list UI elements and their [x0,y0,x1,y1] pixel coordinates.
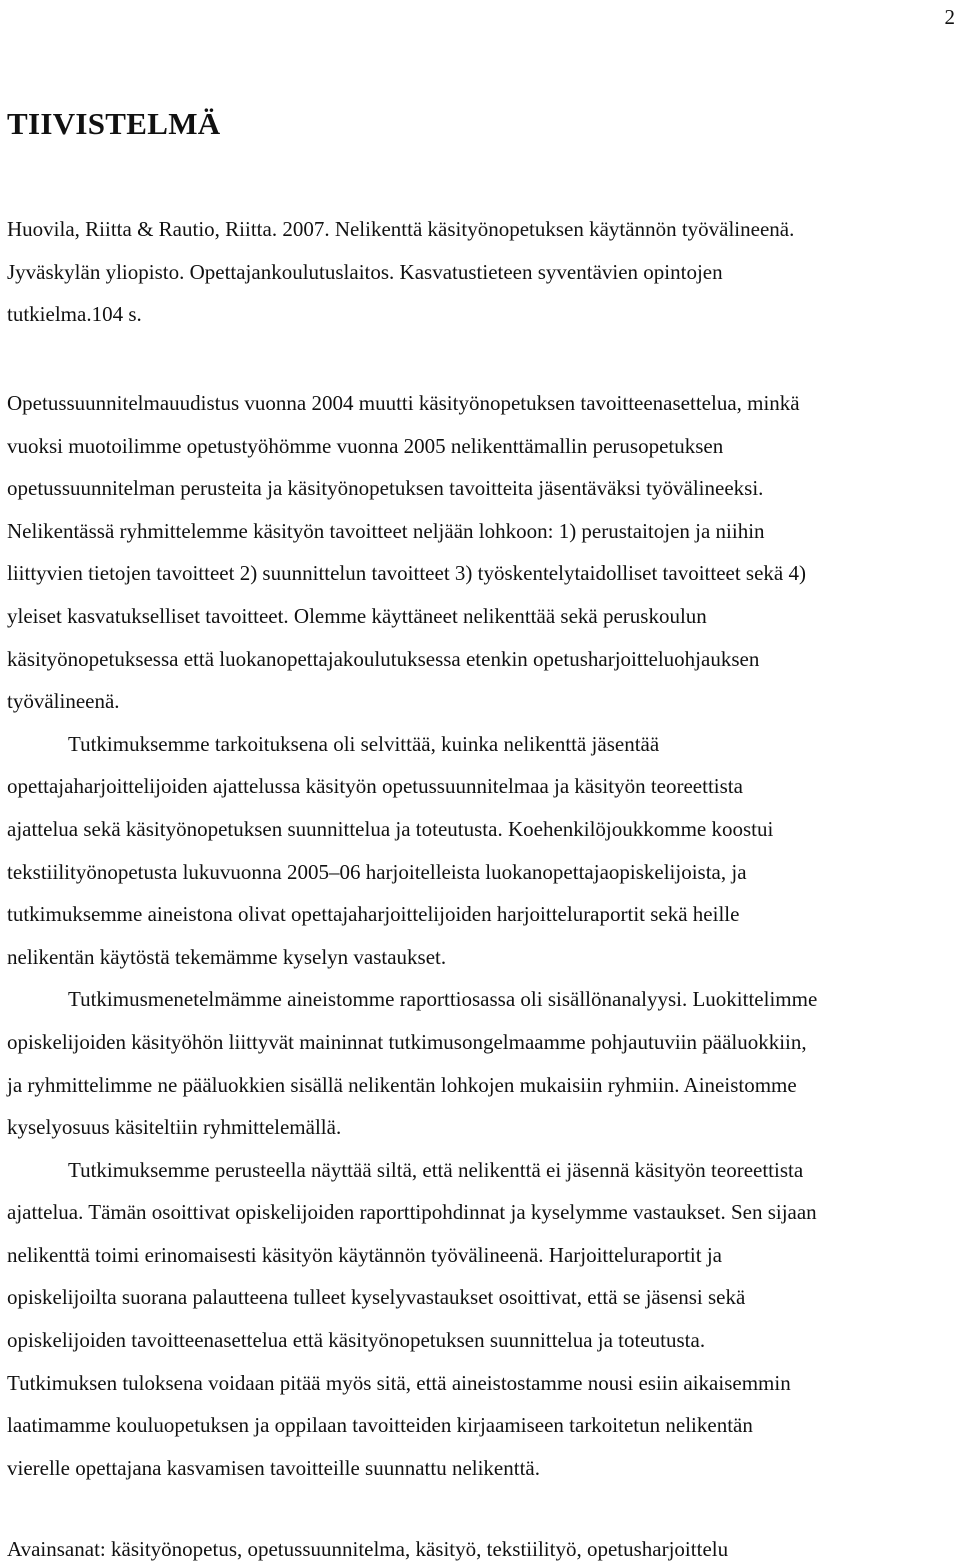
citation-line: Huovila, Riitta & Rautio, Riitta. 2007. Nelikenttä käsityönopetuksen käytännön työvälineenä. [7,217,795,241]
abstract-body [7,382,959,1489]
abstract-line: Tutkimusmenetelmämme aineistomme raporttiosassa oli sisällönanalyysi. Luokittelimme [68,987,818,1012]
abstract-line: laatimamme kouluopetuksen ja oppilaan tavoitteiden kirjaamiseen tarkoitetun nelikentän [7,1413,753,1438]
citation-line: Jyväskylän yliopisto. Opettajankoulutuslaitos. Kasvatustieteen syventävien opintojen [7,259,723,284]
abstract-line: opiskelijoilta suorana palautteena tulleet kyselyvastaukset osoittivat, että se jäsensi sekä [7,1285,746,1310]
abstract-line: opiskelijoiden tavoitteenasettelua että käsityönopetuksen suunnittelua ja toteutusta. [7,1328,706,1353]
abstract-line: opetussuunnitelman perusteita ja käsityönopetuksen tavoitteita jäsentäväksi työvälineeksi. [7,476,764,501]
abstract-line: tekstiilityönopetusta lukuvuonna 2005–06 harjoitelleista luokanopettajaopiskelijoista, ja [7,859,747,884]
citation-line: tutkielma.104 s. [7,302,142,327]
abstract-line: vierelle opettajana kasvamisen tavoitteille suunnattu nelikenttä. [7,1455,540,1480]
abstract-line: nelikentän käytöstä tekemämme kyselyn vastaukset. [7,944,447,969]
page-title: TIIVISTELMÄ [7,106,221,141]
abstract-line: Tutkimuksemme tarkoituksena oli selvittää, kuinka nelikenttä jäsentää [68,731,660,756]
abstract-line: nelikenttä toimi erinomaisesti käsityön käytännön työvälineenä. Harjoitteluraportit ja [7,1242,722,1267]
abstract-line: opettajaharjoittelijoiden ajattelussa käsityön opetussuunnitelmaa ja käsityön teoreettista [7,774,743,799]
abstract-line: Nelikentässä ryhmittelemme käsityön tavoitteet neljään lohkoon: 1) perustaitojen ja niihin [7,518,765,543]
keywords: Avainsanat: käsityönopetus, opetussuunnitelma, käsityö, tekstiilityö, opetusharjoittelu [7,1537,729,1561]
abstract-line: ajattelua sekä käsityönopetuksen suunnittelua ja toteutusta. Koehenkilöjoukkomme koostui [7,816,774,841]
abstract-line: käsityönopetuksessa että luokanopettajakoulutuksessa etenkin opetusharjoitteluohjauksen [7,646,760,671]
abstract-line: Opetussuunnitelmauudistus vuonna 2004 muutti käsityönopetuksen tavoitteenasettelua, minkä [7,391,800,415]
abstract-line: opiskelijoiden käsityöhön liittyvät maininnat tutkimusongelmaamme pohjautuviin pääluokkiin, [7,1029,807,1054]
abstract-line: ja ryhmittelimme ne pääluokkien sisällä nelikentän lohkojen mukaisiin ryhmiin. Aineistomme [7,1072,797,1097]
abstract-line: tutkimuksemme aineistona olivat opettajaharjoittelijoiden harjoitteluraportit sekä heille [7,902,740,927]
abstract-line: Tutkimuksemme perusteella näyttää siltä, että nelikenttä ei jäsennä käsityön teoreettista [68,1157,804,1182]
abstract-line: Tutkimuksen tuloksena voidaan pitää myös sitä, että aineistostamme nousi esiin aikaisemmin [7,1370,791,1395]
citation-block [7,208,959,336]
abstract-line: kyselyosuus käsiteltiin ryhmittelemällä. [7,1115,342,1140]
abstract-line: yleiset kasvatukselliset tavoitteet. Olemme käyttäneet nelikenttää sekä peruskoulun [7,603,707,628]
abstract-line: liittyvien tietojen tavoitteet 2) suunnittelun tavoitteet 3) työskentelytaidolliset tavoitteet sekä 4) [7,561,806,586]
abstract-line: ajattelua. Tämän osoittivat opiskelijoiden raporttipohdinnat ja kyselymme vastaukset. Sen sijaan [7,1200,817,1225]
abstract-line: työvälineenä. [7,689,120,714]
page-number: 2 [944,5,955,29]
abstract-line: vuoksi muotoilimme opetustyöhömme vuonna 2005 nelikenttämallin perusopetuksen [7,433,724,458]
